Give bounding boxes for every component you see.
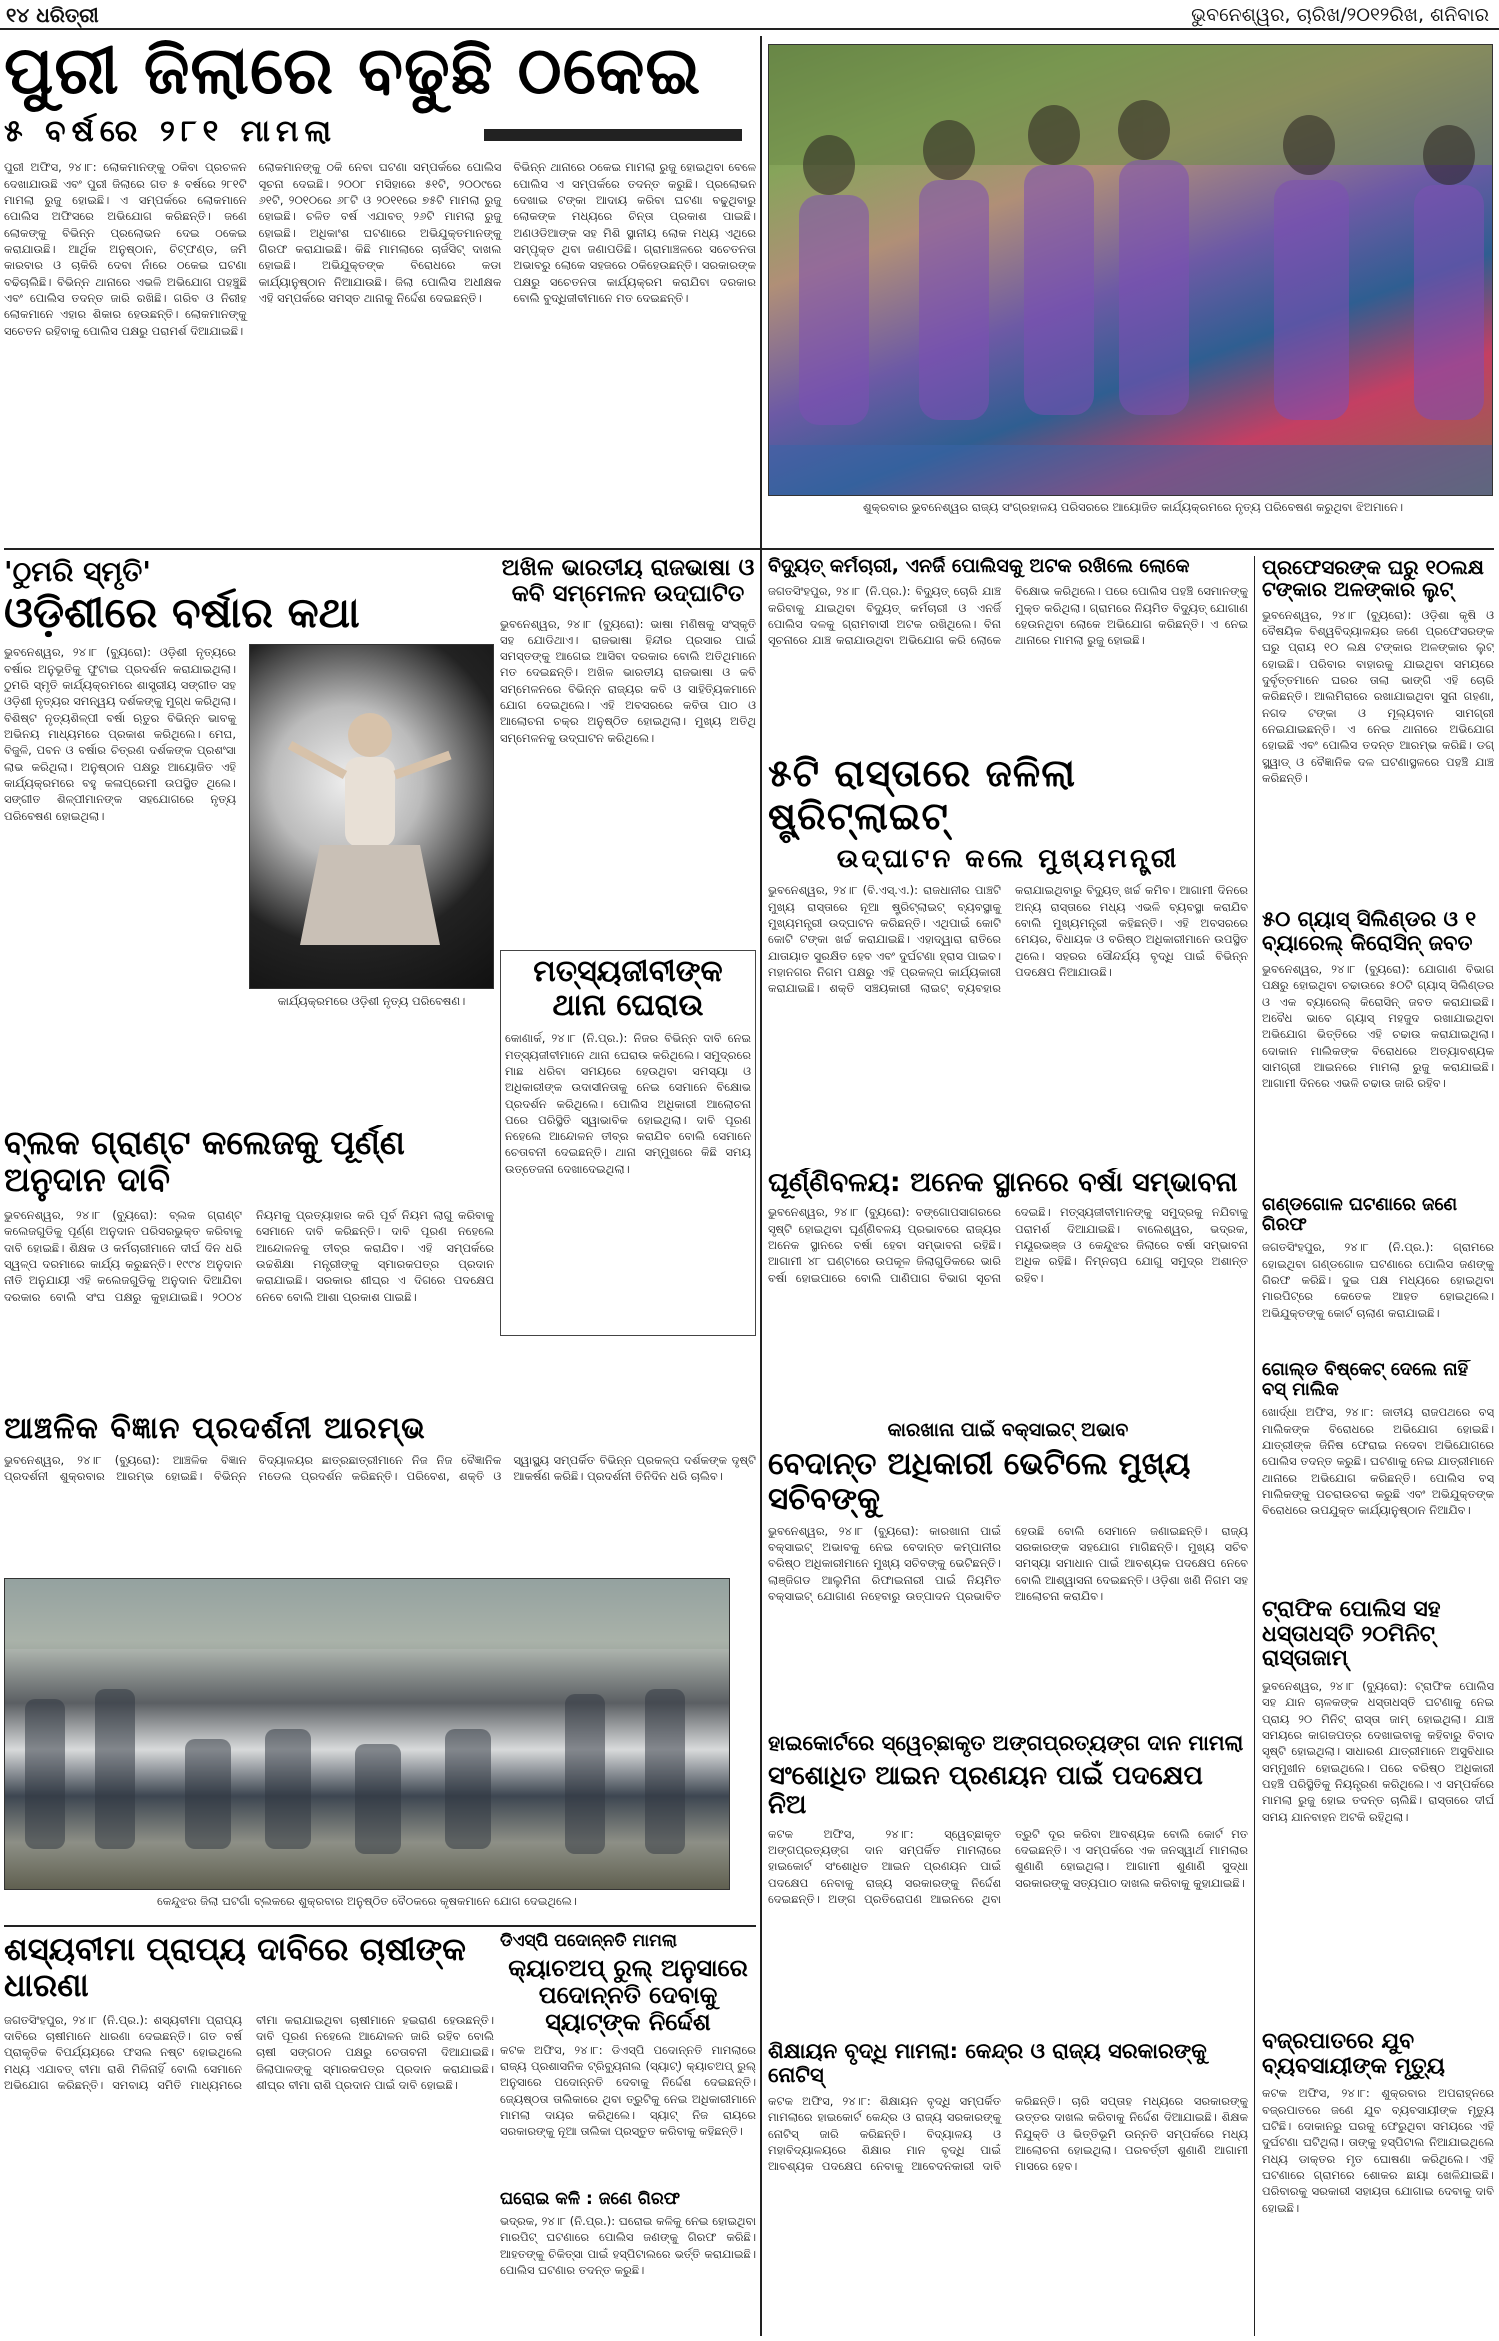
fishermen-body: କୋଣାର୍କ, ୨୪।୮ (ନି.ପ୍ର.): ନିଜର ବିଭିନ୍ନ ଦାବି ନେଇ ମତ୍ସ୍ୟଜୀବୀମାନେ ଥାନା ଘେରାଉ କରିଥିଲେ। ସମୁଦ୍ରରେ ମାଛ ଧରିବା ସମୟରେ ହେଉଥିବା ସମସ୍ୟା ଓ ଅଧିକାରୀଙ୍କ ଉଦାସୀନତାକୁ ନେଇ ସେମାନେ ବିକ୍ଷୋଭ ପ୍ରଦର୍ଶନ କରିଥିଲେ। ପୋଲିସ ଅଧିକାରୀ ଆଲୋଚନା ପରେ ପରିସ୍ଥିତି ସ୍ୱାଭାବିକ ହୋଇଥିଲା। ଦାବି ପୂରଣ ନହେଲେ ଆନ୍ଦୋଳନ ତୀବ୍ର କରାଯିବ ବୋଲି ସେମାନେ ଚେତାବନୀ ଦେଇଛନ୍ତି। ଥାନା ସମ୍ମୁଖରେ କିଛି ସମୟ ଉତ୍ତେଜନା ଦେଖାଦେଇଥିଲା। bbox=[505, 1031, 751, 1176]
middle-photo-caption: କେନ୍ଦୁଝର ଜିଲା ଘଟଗାଁ ବ୍ଲକରେ ଶୁକ୍ରବାର ଅନୁଷ୍ଠିତ ବୈଠକରେ କୃଷକମାନେ ଯୋଗ ଦେଇଥିଲେ। bbox=[157, 1894, 577, 1908]
professor-body: ଭୁବନେଶ୍ୱର, ୨୪।୮ (ବ୍ୟୁରୋ): ଓଡ଼ିଶା କୃଷି ଓ ବୈଷୟିକ ବିଶ୍ୱବିଦ୍ୟାଳୟର ଜଣେ ପ୍ରଫେସରଙ୍କ ଘରୁ ପ୍ରାୟ ୧୦ ଲକ୍ଷ ଟଙ୍କାର ଅଳଙ୍କାର ଲୁଟ୍ ହୋଇଛି। ପରିବାର ବାହାରକୁ ଯାଇଥିବା ସମୟରେ ଦୁର୍ବୃତ୍ତମାନେ ଘରର ତାଲା ଭାଙ୍ଗି ଏହି ଚୋରି କରିଛନ୍ତି। ଆଲମିରାରେ ରଖାଯାଇଥିବା ସୁନା ଗହଣା, ନଗଦ ଟଙ୍କା ଓ ମୂଲ୍ୟବାନ ସାମଗ୍ରୀ ନେଇଯାଇଛନ୍ତି। ଏ ନେଇ ଥାନାରେ ଅଭିଯୋଗ ହୋଇଛି ଏବଂ ପୋଲିସ ତଦନ୍ତ ଆରମ୍ଭ କରିଛି। ଡଗ୍ ସ୍କ୍ୱାଡ୍ ଓ ବୈଜ୍ଞାନିକ ଦଳ ଘଟଣାସ୍ଥଳରେ ପହଞ୍ଚି ଯାଞ୍ଚ କରିଛନ୍ତି। bbox=[1262, 607, 1494, 786]
arrest-story bbox=[500, 2190, 756, 2338]
factory-kicker: କାରଖାନା ପାଇଁ ବକ୍ସାଇଟ୍ ଅଭାବ bbox=[887, 1420, 1129, 1441]
vedanta-body: ଭୁବନେଶ୍ୱର, ୨୪।୮ (ବ୍ୟୁରୋ): କାରଖାନା ପାଇଁ ବକ୍ସାଇଟ୍ ଅଭାବକୁ ନେଇ ବେଦାନ୍ତ କମ୍ପାନୀର ବରିଷ୍ଠ ଅଧିକାରୀମାନେ ମୁଖ୍ୟ ସଚିବଙ୍କୁ ଭେଟିଛନ୍ତି। ଲାଞ୍ଜିଗଡ ଆଲୁମିନା ରିଫାଇନାରୀ ପାଇଁ ନିୟମିତ ବକ୍ସାଇଟ୍ ଯୋଗାଣ ନହେବାରୁ ଉତ୍ପାଦନ ପ୍ରଭାବିତ ହେଉଛି ବୋଲି ସେମାନେ ଜଣାଇଛନ୍ତି। ରାଜ୍ୟ ସରକାରଙ୍କ ସହଯୋଗ ମାଗିଛନ୍ତି। ମୁଖ୍ୟ ସଚିବ ସମସ୍ୟା ସମାଧାନ ପାଇଁ ଆବଶ୍ୟକ ପଦକ୍ଷେପ ନେବେ ବୋଲି ଆଶ୍ୱାସନା ଦେଇଛନ୍ତି। ଓଡ଼ିଶା ଖଣି ନିଗମ ସହ ଆଲୋଚନା କରାଯିବ। bbox=[768, 1523, 1248, 1604]
thumri-photo-caption: କାର୍ଯ୍ୟକ୍ରମରେ ଓଡ଼ିଶୀ ନୃତ୍ୟ ପରିବେଷଣ। bbox=[277, 994, 466, 1009]
electric-body: ଜଗତସିଂହପୁର, ୨୪।୮ (ନି.ପ୍ର.): ବିଦ୍ୟୁତ୍ ଚୋରି ଯାଞ୍ଚ କରିବାକୁ ଯାଇଥିବା ବିଦ୍ୟୁତ୍ କର୍ମଚାରୀ ଓ ଏନର୍ଜି ପୋଲିସ ଦଳକୁ ଗ୍ରାମବାସୀ ଅଟକ ରଖିଥିଲେ। ବିନା ସୂଚନାରେ ଯାଞ୍ଚ କରାଯାଉଥିବା ଅଭିଯୋଗ କରି ଲୋକେ ବିକ୍ଷୋଭ କରିଥିଲେ। ପରେ ପୋଲିସ ପହଞ୍ଚି ସେମାନଙ୍କୁ ମୁକ୍ତ କରିଥିଲା। ଗ୍ରାମରେ ନିୟମିତ ବିଦ୍ୟୁତ୍ ଯୋଗାଣ ହେଉନଥିବା ଲୋକେ ଅଭିଯୋଗ କରିଛନ୍ତି। ଏ ନେଇ ଥାନାରେ ମାମଲା ରୁଜୁ ହୋଇଛି। bbox=[768, 584, 1248, 648]
teacher-body: କଟକ ଅଫିସ, ୨୪।୮: ଶିକ୍ଷାୟନ ବୃଦ୍ଧି ସମ୍ପର୍କିତ ମାମଲାରେ ହାଇକୋର୍ଟ କେନ୍ଦ୍ର ଓ ରାଜ୍ୟ ସରକାରଙ୍କୁ ନୋଟିସ୍ ଜାରି କରିଛନ୍ତି। ବିଦ୍ୟାଳୟ ଓ ମହାବିଦ୍ୟାଳୟରେ ଶିକ୍ଷାର ମାନ ବୃଦ୍ଧି ପାଇଁ ଆବଶ୍ୟକ ପଦକ୍ଷେପ ନେବାକୁ ଆବେଦନକାରୀ ଦାବି କରିଛନ୍ତି। ଚାରି ସପ୍ତାହ ମଧ୍ୟରେ ସରକାରଙ୍କୁ ଉତ୍ତର ଦାଖଲ କରିବାକୁ ନିର୍ଦ୍ଦେଶ ଦିଆଯାଇଛି। ଶିକ୍ଷକ ନିଯୁକ୍ତି ଓ ଭିତ୍ତିଭୂମି ଉନ୍ନତି ସମ୍ପର୍କରେ ମଧ୍ୟ ଆଲୋଚନା ହୋଇଥିଲା। ପରବର୍ତ୍ତୀ ଶୁଣାଣି ଆଗାମୀ ମାସରେ ହେବ। bbox=[768, 2094, 1248, 2174]
gas-story bbox=[1262, 908, 1494, 1188]
rain-body: ଭୁବନେଶ୍ୱର, ୨୪।୮ (ବ୍ୟୁରୋ): ବଙ୍ଗୋପସାଗରରେ ସୃଷ୍ଟି ହୋଇଥିବା ଘୂର୍ଣ୍ଣିବଳୟ ପ୍ରଭାବରେ ରାଜ୍ୟର ଅନେକ ସ୍ଥାନରେ ବର୍ଷା ହେବା ସମ୍ଭାବନା ରହିଛି। ଆଗାମୀ ୪୮ ଘଣ୍ଟାରେ ଉପକୂଳ ଜିଲାଗୁଡିକରେ ଭାରି ବର୍ଷା ହୋଇପାରେ ବୋଲି ପାଣିପାଗ ବିଭାଗ ସୂଚନା ଦେଇଛି। ମତ୍ସ୍ୟଜୀବୀମାନଙ୍କୁ ସମୁଦ୍ରକୁ ନଯିବାକୁ ପରାମର୍ଶ ଦିଆଯାଇଛି। ବାଲେଶ୍ୱର, ଭଦ୍ରକ, ମୟୂରଭଞ୍ଜ ଓ କେନ୍ଦୁଝର ଜିଲାରେ ବର୍ଷା ସମ୍ଭାବନା ଅଧିକ ରହିଛି। ନିମ୍ନଚାପ ଯୋଗୁ ସମୁଦ୍ର ଅଶାନ୍ତ ରହିବ। bbox=[768, 1205, 1248, 1285]
akhila-story bbox=[500, 556, 756, 946]
dancers-figures bbox=[769, 45, 1493, 496]
block-grant-headline: ବ୍ଲକ ଗ୍ରାଣ୍ଟ କଲେଜକୁ ପୂର୍ଣ୍ଣ ଅନୁଦାନ ଦାବି bbox=[4, 1125, 405, 1199]
thumri-body: ଭୁବନେଶ୍ୱର, ୨୪।୮ (ବ୍ୟୁରୋ): ଓଡ଼ିଶୀ ନୃତ୍ୟରେ ବର୍ଷାର ଅନୁଭୂତିକୁ ଫୁଟାଇ ପ୍ରଦର୍ଶନ କରାଯାଇଥିଲା। ଠୁମରି ସ୍ମୃତି କାର୍ଯ୍ୟକ୍ରମରେ ଶାସ୍ତ୍ରୀୟ ସଙ୍ଗୀତ ସହ ଓଡ଼ିଶୀ ନୃତ୍ୟର ସମନ୍ୱୟ ଦର୍ଶକଙ୍କୁ ମୁଗ୍ଧ କରିଥିଲା। ବିଶିଷ୍ଟ ନୃତ୍ୟଶିଳ୍ପୀ ବର୍ଷା ଋତୁର ବିଭିନ୍ନ ଭାବକୁ ଅଭିନୟ ମାଧ୍ୟମରେ ପ୍ରକାଶ କରିଥିଲେ। ମେଘ, ବିଜୁଳି, ପବନ ଓ ବର୍ଷାର ଚିତ୍ରଣ ଦର୍ଶକଙ୍କ ପ୍ରଶଂସା ଲାଭ କରିଥିଲା। ଅନୁଷ୍ଠାନ ପକ୍ଷରୁ ଆୟୋଜିତ ଏହି କାର୍ଯ୍ୟକ୍ରମରେ ବହୁ କଳାପ୍ରେମୀ ଉପସ୍ଥିତ ଥିଲେ। ସଙ୍ଗୀତ ଶିଳ୍ପୀମାନଙ୍କ ସହଯୋଗରେ ନୃତ୍ୟ ପରିବେଷଣ ହୋଇଥିଲା। bbox=[4, 645, 236, 823]
traffic-headline: ଟ୍ରାଫିକ ପୋଲିସ ସହ ଧସ୍ତାଧସ୍ତି ୨୦ମିନିଟ୍ ରାସ୍ତାଜାମ୍ bbox=[1262, 1598, 1441, 1672]
dateline: ଭୁବନେଶ୍ୱର, ଚାରିଖ/୨୦୧୨ରିଖ, ଶନିବାର bbox=[1191, 4, 1489, 26]
science-body: ଭୁବନେଶ୍ୱର, ୨୪।୮ (ବ୍ୟୁରୋ): ଆଞ୍ଚଳିକ ବିଜ୍ଞାନ ପ୍ରଦର୍ଶନୀ ଶୁକ୍ରବାର ଆରମ୍ଭ ହୋଇଛି। ବିଭିନ୍ନ ବିଦ୍ୟାଳୟର ଛାତ୍ରଛାତ୍ରୀମାନେ ନିଜ ନିଜ ବୈଜ୍ଞାନିକ ମଡେଲ ପ୍ରଦର୍ଶନ କରିଛନ୍ତି। ପରିବେଶ, ଶକ୍ତି ଓ ସ୍ୱାସ୍ଥ୍ୟ ସମ୍ପର୍କିତ ବିଭିନ୍ନ ପ୍ରକଳ୍ପ ଦର୍ଶକଙ୍କ ଦୃଷ୍ଟି ଆକର୍ଷଣ କରିଛି। ପ୍ରଦର୍ଶନୀ ତିନିଦିନ ଧରି ଚାଲିବ। bbox=[4, 1452, 756, 1483]
thumri-story bbox=[4, 556, 494, 1116]
professor-headline: ପ୍ରଫେସରଙ୍କ ଘରୁ ୧୦ଲକ୍ଷ ଟଙ୍କାର ଅଳଙ୍କାର ଲୁଟ୍ bbox=[1262, 556, 1484, 602]
gandagol-headline: ଗଣ୍ଡଗୋଳ ଘଟଣାରେ ଜଣେ ଗିରଫ bbox=[1262, 1195, 1458, 1236]
section-rule-bottom bbox=[4, 1925, 756, 1927]
high-court-headline: ସଂଶୋଧିତ ଆଇନ ପ୍ରଣୟନ ପାଇଁ ପଦକ୍ଷେପ ନିଅ bbox=[768, 1760, 1203, 1820]
lightning-body: କଟକ ଅଫିସ, ୨୪।୮: ଶୁକ୍ରବାର ଅପରାହ୍ନରେ ବଜ୍ରପାତରେ ଜଣେ ଯୁବ ବ୍ୟବସାୟୀଙ୍କ ମୃତ୍ୟୁ ଘଟିଛି। ଦୋକାନରୁ ଘରକୁ ଫେରୁଥିବା ସମୟରେ ଏହି ଦୁର୍ଘଟଣା ଘଟିଥିଲା। ତାଙ୍କୁ ହସ୍ପିଟାଲ ନିଆଯାଇଥିଲେ ମଧ୍ୟ ଡାକ୍ତର ମୃତ ଘୋଷଣା କରିଥିଲେ। ଏହି ଘଟଣାରେ ଗ୍ରାମରେ ଶୋକର ଛାୟା ଖେଳିଯାଇଛି। ପରିବାରକୁ ସରକାରୀ ସହାୟତା ଯୋଗାଇ ଦେବାକୁ ଦାବି ହୋଇଛି। bbox=[1262, 2086, 1494, 2215]
gandagol-body: ଜଗତସିଂହପୁର, ୨୪।୮ (ନି.ପ୍ର.): ଗ୍ରାମରେ ହୋଇଥିବା ଗଣ୍ଡଗୋଳ ଘଟଣାରେ ପୋଲିସ ଜଣଙ୍କୁ ଗିରଫ କରିଛି। ଦୁଇ ପକ୍ଷ ମଧ୍ୟରେ ହୋଇଥିବା ମାରପିଟ୍‌ରେ କେତେକ ଆହତ ହୋଇଥିଲେ। ଅଭିଯୁକ୍ତଙ୍କୁ କୋର୍ଟ ଚାଲାଣ କରାଯାଇଛି। bbox=[1262, 1240, 1494, 1320]
bus-headline: ଗୋଲ୍ଡ ବିଷ୍କେଟ୍ ଦେଲେ ନାହିଁ ବସ୍ ମାଲିକ bbox=[1262, 1360, 1469, 1401]
dancer-figure bbox=[250, 645, 494, 989]
lightning-story bbox=[1262, 2030, 1494, 2336]
section-rule-top bbox=[4, 548, 1494, 550]
gas-body: ଭୁବନେଶ୍ୱର, ୨୪।୮ (ବ୍ୟୁରୋ): ଯୋଗାଣ ବିଭାଗ ପକ୍ଷରୁ ହୋଇଥିବା ଚଢାଉରେ ୫୦ଟି ଗ୍ୟାସ୍ ସିଲିଣ୍ଡର ଓ ଏକ ବ୍ୟାରେଲ୍ କିରୋସିନ୍ ଜବତ କରାଯାଇଛି। ଅବୈଧ ଭାବେ ଗ୍ୟାସ୍ ମହଜୁଦ ରଖାଯାଇଥିବା ଅଭିଯୋଗ ଭିତ୍ତିରେ ଏହି ଚଢାଉ କରାଯାଇଥିଲା। ଦୋକାନ ମାଲିକଙ୍କ ବିରୋଧରେ ଅତ୍ୟାବଶ୍ୟକ ସାମଗ୍ରୀ ଆଇନରେ ମାମଲା ରୁଜୁ କରାଯାଇଛି। ଆଗାମୀ ଦିନରେ ଏଭଳି ଚଢାଉ ଜାରି ରହିବ। bbox=[1262, 962, 1494, 1091]
streetlight-subhead: ଉଦ୍‌ଘାଟନ କଲେ ମୁଖ୍ୟମନ୍ତ୍ରୀ bbox=[836, 844, 1180, 875]
traffic-story bbox=[1262, 1598, 1494, 2023]
crop-insurance-headline: ଶସ୍ୟବୀମା ପ୍ରାପ୍ୟ ଦାବିରେ ଚାଷୀଙ୍କ ଧାରଣା bbox=[4, 1932, 466, 2004]
fishermen-story bbox=[500, 950, 756, 1336]
lightning-headline: ବଜ୍ରପାତରେ ଯୁବ ବ୍ୟବସାୟୀଙ୍କ ମୃତ୍ୟୁ bbox=[1262, 2030, 1445, 2079]
lead-headline: ପୁରୀ ଜିଲାରେ ବଢୁଛି ଠକେଇ bbox=[4, 36, 702, 109]
streetlight-body: ଭୁବନେଶ୍ୱର, ୨୪।୮ (ବି.ଏସ୍.ଏ.): ରାଜଧାନୀର ପାଞ୍ଚଟି ମୁଖ୍ୟ ରାସ୍ତାରେ ନୂଆ ଷ୍ଟ୍ରିଟ୍‌ଲାଇଟ୍ ବ୍ୟବସ୍ଥାକୁ ମୁଖ୍ୟମନ୍ତ୍ରୀ ଉଦ୍‌ଘାଟନ କରିଛନ୍ତି। ଏଥିପାଇଁ କୋଟି କୋଟି ଟଙ୍କା ଖର୍ଚ୍ଚ କରାଯାଇଛି। ଏହାଦ୍ୱାରା ରାତିରେ ଯାତାୟାତ ସୁରକ୍ଷିତ ହେବ ଏବଂ ଦୁର୍ଘଟଣା ହ୍ରାସ ପାଇବ। ମହାନଗର ନିଗମ ପକ୍ଷରୁ ଏହି ପ୍ରକଳ୍ପ କାର୍ଯ୍ୟକାରୀ କରାଯାଇଛି। ଶକ୍ତି ସଞ୍ଚୟକାରୀ ଲାଇଟ୍ ବ୍ୟବହାର କରାଯାଇଥିବାରୁ ବିଦ୍ୟୁତ୍ ଖର୍ଚ୍ଚ କମିବ। ଆଗାମୀ ଦିନରେ ଅନ୍ୟ ରାସ୍ତାରେ ମଧ୍ୟ ଏଭଳି ବ୍ୟବସ୍ଥା କରାଯିବ ବୋଲି ମୁଖ୍ୟମନ୍ତ୍ରୀ କହିଛନ୍ତି। ଏହି ଅବସରରେ ମେୟର, ବିଧାୟକ ଓ ବରିଷ୍ଠ ଅଧିକାରୀମାନେ ଉପସ୍ଥିତ ଥିଲେ। ସହରର ସୌନ୍ଦର୍ଯ୍ୟ ବୃଦ୍ଧି ପାଇଁ ବିଭିନ୍ନ ପଦକ୍ଷେପ ନିଆଯାଉଛି। bbox=[768, 883, 1248, 996]
crop-insurance-body: ଜଗତସିଂହପୁର, ୨୪।୮ (ନି.ପ୍ର.): ଶସ୍ୟବୀମା ପ୍ରାପ୍ୟ ଦାବିରେ ଚାଷୀମାନେ ଧାରଣା ଦେଇଛନ୍ତି। ଗତ ବର୍ଷ ପ୍ରାକୃତିକ ବିପର୍ଯ୍ୟୟରେ ଫସଲ ନଷ୍ଟ ହୋଇଥିଲେ ମଧ୍ୟ ଏଯାବତ୍ ବୀମା ରାଶି ମିଳିନାହିଁ ବୋଲି ସେମାନେ ଅଭିଯୋଗ କରିଛନ୍ତି। ସମବାୟ ସମିତି ମାଧ୍ୟମରେ ବୀମା କରାଯାଇଥିବା ଚାଷୀମାନେ ହଇରାଣ ହେଉଛନ୍ତି। ଦାବି ପୂରଣ ନହେଲେ ଆନ୍ଦୋଳନ ଜାରି ରହିବ ବୋଲି ଚାଷୀ ସଙ୍ଗଠନ ପକ୍ଷରୁ ଚେତାବନୀ ଦିଆଯାଇଛି। ଜିଲାପାଳଙ୍କୁ ସ୍ମାରକପତ୍ର ପ୍ରଦାନ କରାଯାଇଛି। ଶୀଘ୍ର ବୀମା ରାଶି ପ୍ରଦାନ ପାଇଁ ଦାବି ହୋଇଛି। bbox=[4, 2012, 494, 2092]
high-court-kicker: ହାଇକୋର୍ଟରେ ସ୍ୱେଚ୍ଛାକୃତ ଅଙ୍ଗପ୍ରତ୍ୟଙ୍ଗ ଦାନ ମାମଲା bbox=[768, 1732, 1244, 1755]
block-grant-story bbox=[4, 1125, 494, 1405]
traffic-body: ଭୁବନେଶ୍ୱର, ୨୪।୮ (ବ୍ୟୁରୋ): ଟ୍ରାଫିକ ପୋଲିସ ସହ ଯାନ ଚାଳକଙ୍କ ଧସ୍ତାଧସ୍ତି ଘଟଣାକୁ ନେଇ ପ୍ରାୟ ୨୦ ମିନିଟ୍ ରାସ୍ତା ଜାମ୍ ହୋଇଥିଲା। ଯାଞ୍ଚ ସମୟରେ କାଗଜପତ୍ର ଦେଖାଇବାକୁ କହିବାରୁ ବିବାଦ ସୃଷ୍ଟି ହୋଇଥିଲା। ସାଧାରଣ ଯାତ୍ରୀମାନେ ଅସୁବିଧାର ସମ୍ମୁଖୀନ ହୋଇଥିଲେ। ପରେ ବରିଷ୍ଠ ଅଧିକାରୀ ପହଞ୍ଚି ପରିସ୍ଥିତିକୁ ନିୟନ୍ତ୍ରଣ କରିଥିଲେ। ଏ ସମ୍ପର୍କରେ ମାମଲା ରୁଜୁ ହୋଇ ତଦନ୍ତ ଚାଲିଛି। ରାସ୍ତାରେ ଦୀର୍ଘ ସମୟ ଯାନବାହନ ଅଟକି ରହିଥିଲା। bbox=[1262, 1678, 1494, 1824]
farmers-meeting-photo bbox=[4, 1578, 730, 1890]
arrest-body: ଭଦ୍ରକ, ୨୪।୮ (ନି.ପ୍ର.): ଘରୋଇ କଳିକୁ ନେଇ ହୋଇଥିବା ମାରପିଟ୍ ଘଟଣାରେ ପୋଲିସ ଜଣଙ୍କୁ ଗିରଫ କରିଛି। ଆହତଙ୍କୁ ଚିକିତ୍ସା ପାଇଁ ହସ୍ପିଟାଲରେ ଭର୍ତ୍ତି କରାଯାଇଛି। ପୋଲିସ ଘଟଣାର ତଦନ୍ତ କରୁଛି। bbox=[500, 2214, 756, 2278]
streetlight-story bbox=[768, 752, 1248, 1162]
science-headline: ଆଞ୍ଚଳିକ ବିଜ୍ଞାନ ପ୍ରଦର୍ଶନୀ ଆରମ୍ଭ bbox=[4, 1412, 426, 1446]
rain-story bbox=[768, 1168, 1248, 1410]
odissi-dancer-photo bbox=[249, 644, 494, 989]
lead-col-1: ପୁରୀ ଅଫିସ, ୨୪।୮: ଲୋକମାନଙ୍କୁ ଠକିବା ପ୍ରଚଳନ ଦେଖାଯାଉଛି ଏବଂ ପୁରୀ ଜିଲାରେ ଗତ ୫ ବର୍ଷରେ ୨୮୧ଟି ମାମଲା ରୁଜୁ ହୋଇଛି। ଏ ସମ୍ପର୍କରେ ଲୋକମାନେ ପୋଲିସ ଅଫିସରେ ଅଭିଯୋଗ କରିଛନ୍ତି। ଜଣେ ଲୋକଙ୍କୁ ବିଭିନ୍ନ ପ୍ରଲୋଭନ ଦେଇ ଠକେଇ କରାଯାଉଛି। ଆର୍ଥିକ ଅନୁଷ୍ଠାନ, ଚିଟ୍‌ଫଣ୍ଡ, ଜମି କାରବାର ଓ ଚାକିରି ଦେବା ନାଁରେ ଠକେଇ ଘଟଣା ବଢିଚାଲିଛି। ବିଭିନ୍ନ ଥାନାରେ ଏଭଳି ଅଭିଯୋଗ ପହଞ୍ଚୁଛି ଏବଂ ପୋଲିସ ତଦନ୍ତ ଜାରି ରଖିଛି। ଗରିବ ଓ ନିରୀହ ଲୋକମାନେ ଏହାର ଶିକାର ହେଉଛନ୍ତି। ଲୋକମାନଙ୍କୁ ସଚେତନ ରହିବାକୁ ପୋଲିସ ପକ୍ଷରୁ ପରାମର୍ଶ ଦିଆଯାଇଛି। bbox=[4, 160, 247, 338]
dsp-body: କଟକ ଅଫିସ, ୨୪।୮: ଡିଏସ୍‌ପି ପଦୋନ୍ନତି ମାମଲାରେ ରାଜ୍ୟ ପ୍ରଶାସନିକ ଟ୍ରିବ୍ୟୁନାଲ (ସ୍ୟାଟ୍) କ୍ୟାଚଅପ୍ ରୁଲ୍ ଅନୁସାରେ ପଦୋନ୍ନତି ଦେବାକୁ ନିର୍ଦ୍ଦେଶ ଦେଇଛନ୍ତି। ଜ୍ୟେଷ୍ଠତା ତାଲିକାରେ ଥିବା ତ୍ରୁଟିକୁ ନେଇ ଅଧିକାରୀମାନେ ମାମଲା ଦାୟର କରିଥିଲେ। ସ୍ୟାଟ୍ ନିଜ ରାୟରେ ସରକାରଙ୍କୁ ନୂଆ ତାଲିକା ପ୍ରସ୍ତୁତ କରିବାକୁ କହିଛନ୍ତି। bbox=[500, 2042, 756, 2139]
thumri-kicker: 'ଠୁମରି ସ୍ମୃତି' bbox=[4, 556, 151, 588]
lead-col-2: ଲୋକମାନଙ୍କୁ ଠକି ନେବା ଘଟଣା ସମ୍ପର୍କରେ ପୋଲିସ ସୂଚନା ଦେଇଛି। ୨୦୦୮ ମସିହାରେ ୫୧ଟି, ୨୦୦୯ରେ ୬୧ଟି, ୨୦୧୦ରେ ୬୮ଟି ଓ ୨୦୧୧ରେ ୭୫ଟି ମାମଲା ରୁଜୁ ହୋଇଛି। ଚଳିତ ବର୍ଷ ଏଯାବତ୍ ୨୬ଟି ମାମଲା ରୁଜୁ ହୋଇଛି। ଅଧିକାଂଶ ଘଟଣାରେ ଅଭିଯୁକ୍ତମାନଙ୍କୁ ଗିରଫ କରାଯାଇଛି। କିଛି ମାମଲାରେ ଚାର୍ଜସିଟ୍ ଦାଖଲ ହୋଇଛି। ଅଭିଯୁକ୍ତଙ୍କ ବିରୋଧରେ କଡା କାର୍ଯ୍ୟାନୁଷ୍ଠାନ ନିଆଯାଉଛି। ଜିଲା ପୋଲିସ ଅଧୀକ୍ଷକ ଏହି ସମ୍ପର୍କରେ ସମସ୍ତ ଥାନାକୁ ନିର୍ଦ୍ଦେଶ ଦେଇଛନ୍ତି। bbox=[258, 160, 502, 305]
bus-body: ଖୋର୍ଦ୍ଧା ଅଫିସ, ୨୪।୮: ଜାତୀୟ ରାଜପଥରେ ବସ୍ ମାଲିକଙ୍କ ବିରୋଧରେ ଅଭିଯୋଗ ହୋଇଛି। ଯାତ୍ରୀଙ୍କ ଜିନିଷ ଫେରାଇ ନଦେବା ଅଭିଯୋଗରେ ପୋଲିସ ତଦନ୍ତ କରୁଛି। ଘଟଣାକୁ ନେଇ ଯାତ୍ରୀମାନେ ଥାନାରେ ଅଭିଯୋଗ କରିଛନ୍ତି। ପୋଲିସ ବସ୍ ମାଲିକଙ୍କୁ ପଚରାଉଚରା କରୁଛି ଏବଂ ଅଭିଯୁକ୍ତଙ୍କ ବିରୋଧରେ ଉପଯୁକ୍ତ କାର୍ଯ୍ୟାନୁଷ୍ଠାନ ନିଆଯିବ। bbox=[1262, 1405, 1494, 1518]
column-rule bbox=[760, 36, 762, 2336]
dance-photo bbox=[768, 44, 1493, 496]
teacher-story bbox=[768, 2040, 1248, 2338]
teacher-headline: ଶିକ୍ଷାୟନ ବୃଦ୍ଧି ମାମଲା: କେନ୍ଦ୍ର ଓ ରାଜ୍ୟ ସରକାରଙ୍କୁ ନୋଟିସ୍ bbox=[768, 2040, 1207, 2087]
science-story bbox=[4, 1412, 756, 1562]
fishermen-headline: ମତ୍ସ୍ୟଜୀବୀଙ୍କ ଥାନା ଘେରାଉ bbox=[533, 954, 723, 1023]
dsp-headline: କ୍ୟାଚଅପ୍ ରୁଲ୍ ଅନୁସାରେ ପଦୋନ୍ନତି ଦେବାକୁ ସ୍ୟାଟ୍‌ଙ୍କ ନିର୍ଦ୍ଦେଶ bbox=[508, 1954, 748, 2036]
page-folio bbox=[0, 0, 1499, 30]
akhila-headline: ଅଖିଳ ଭାରତୀୟ ରାଜଭାଷା ଓ କବି ସମ୍ମେଳନ ଉଦ୍‌ଘାଟିତ bbox=[501, 556, 755, 607]
page-label: ୧୪ ଧରିତ୍ରୀ bbox=[6, 3, 99, 27]
lead-col-3: ବିଭିନ୍ନ ଥାନାରେ ଠକେଇ ମାମଲା ରୁଜୁ ହୋଇଥିବା ବେଳେ ପୋଲିସ ଏ ସମ୍ପର୍କରେ ତଦନ୍ତ କରୁଛି। ପ୍ରଲୋଭନ ଦେଖାଇ ଟଙ୍କା ଆଦାୟ କରିବା ଘଟଣା ବଢୁଥିବାରୁ ଲୋକଙ୍କ ମଧ୍ୟରେ ଚିନ୍ତା ପ୍ରକାଶ ପାଇଛି। ଅଣଓଡିଆଙ୍କ ସହ ମିଶି ସ୍ଥାନୀୟ ଲୋକ ମଧ୍ୟ ଏଥିରେ ସମ୍ପୃକ୍ତ ଥିବା ଜଣାପଡିଛି। ଗ୍ରାମାଞ୍ଚଳରେ ସଚେତନତା ଅଭାବରୁ ଲୋକେ ସହଜରେ ଠକିହେଉଛନ୍ତି। ସରକାରଙ୍କ ପକ୍ଷରୁ ସଚେତନତା କାର୍ଯ୍ୟକ୍ରମ କରାଯିବା ଦରକାର ବୋଲି ବୁଦ୍ଧିଜୀବୀମାନେ ମତ ଦେଇଛନ୍ତି। bbox=[513, 160, 756, 305]
lead-story bbox=[4, 36, 756, 546]
high-court-body: କଟକ ଅଫିସ, ୨୪।୮: ସ୍ୱେଚ୍ଛାକୃତ ଅଙ୍ଗପ୍ରତ୍ୟଙ୍ଗ ଦାନ ସମ୍ପର୍କିତ ମାମଲାରେ ହାଇକୋର୍ଟ ସଂଶୋଧିତ ଆଇନ ପ୍ରଣୟନ ପାଇଁ ପଦକ୍ଷେପ ନେବାକୁ ରାଜ୍ୟ ସରକାରଙ୍କୁ ନିର୍ଦ୍ଦେଶ ଦେଇଛନ୍ତି। ଅଙ୍ଗ ପ୍ରତିରୋପଣ ଆଇନରେ ଥିବା ତ୍ରୁଟି ଦୂର କରିବା ଆବଶ୍ୟକ ବୋଲି କୋର୍ଟ ମତ ଦେଇଛନ୍ତି। ଏ ସମ୍ପର୍କରେ ଏକ ଜନସ୍ୱାର୍ଥ ମାମଲାର ଶୁଣାଣି ହୋଇଥିଲା। ଆଗାମୀ ଶୁଣାଣି ସୁଦ୍ଧା ସରକାରଙ୍କୁ ସତ୍ୟପାଠ ଦାଖଲ କରିବାକୁ କୁହାଯାଇଛି। bbox=[768, 1826, 1248, 1907]
vedanta-story bbox=[768, 1420, 1248, 1725]
streetlight-headline: ୫ଟି ରାସ୍ତାରେ ଜଳିଲା ଷ୍ଟ୍ରିଟ୍‌ଲାଇଟ୍ bbox=[768, 752, 1076, 838]
bus-story bbox=[1262, 1360, 1494, 1590]
high-court-story bbox=[768, 1732, 1248, 2032]
subhead-rule bbox=[484, 129, 742, 141]
professor-story bbox=[1262, 556, 1494, 901]
akhila-body: ଭୁବନେଶ୍ୱର, ୨୪।୮ (ବ୍ୟୁରୋ): ଭାଷା ମଣିଷକୁ ସଂସ୍କୃତି ସହ ଯୋଡିଥାଏ। ରାଜଭାଷା ହିନ୍ଦୀର ପ୍ରସାର ପାଇଁ ସମସ୍ତଙ୍କୁ ଆଗେଇ ଆସିବା ଦରକାର ବୋଲି ଅତିଥିମାନେ ମତ ଦେଇଛନ୍ତି। ଅଖିଳ ଭାରତୀୟ ରାଜଭାଷା ଓ କବି ସମ୍ମେଳନରେ ବିଭିନ୍ନ ରାଜ୍ୟର କବି ଓ ସାହିତ୍ୟିକମାନେ ଯୋଗ ଦେଇଥିଲେ। ଏହି ଅବସରରେ କବିତା ପାଠ ଓ ଆଲୋଚନା ଚକ୍ର ଅନୁଷ୍ଠିତ ହୋଇଥିଲା। ମୁଖ୍ୟ ଅତିଥି ସମ୍ମେଳନକୁ ଉଦ୍‌ଘାଟନ କରିଥିଲେ। bbox=[500, 616, 756, 745]
lead-subhead: ୫ ବର୍ଷରେ ୨୮୧ ମାମଲା bbox=[4, 114, 338, 150]
block-grant-body: ଭୁବନେଶ୍ୱର, ୨୪।୮ (ବ୍ୟୁରୋ): ବ୍ଲକ ଗ୍ରାଣ୍ଟ କଲେଜଗୁଡିକୁ ପୂର୍ଣ୍ଣ ଅନୁଦାନ ପରିସରଭୁକ୍ତ କରିବାକୁ ଦାବି ହୋଇଛି। ଶିକ୍ଷକ ଓ କର୍ମଚାରୀମାନେ ଦୀର୍ଘ ଦିନ ଧରି ସ୍ୱଳ୍ପ ଦରମାରେ କାର୍ଯ୍ୟ କରୁଛନ୍ତି। ୧୯୯୪ ଅନୁଦାନ ନୀତି ଅନୁଯାୟୀ ଏହି କଲେଜଗୁଡିକୁ ଅନୁଦାନ ଦିଆଯିବା ଦରକାର ବୋଲି ସଂଘ ପକ୍ଷରୁ କୁହାଯାଇଛି। ୨୦୦୪ ନିୟମକୁ ପ୍ରତ୍ୟାହାର କରି ପୂର୍ବ ନିୟମ ଲାଗୁ କରିବାକୁ ସେମାନେ ଦାବି କରିଛନ୍ତି। ଦାବି ପୂରଣ ନହେଲେ ଆନ୍ଦୋଳନକୁ ତୀବ୍ର କରାଯିବ। ଏହି ସମ୍ପର୍କରେ ଉଚ୍ଚଶିକ୍ଷା ମନ୍ତ୍ରୀଙ୍କୁ ସ୍ମାରକପତ୍ର ପ୍ରଦାନ କରାଯାଇଛି। ସରକାର ଶୀଘ୍ର ଏ ଦିଗରେ ପଦକ୍ଷେପ ନେବେ ବୋଲି ଆଶା ପ୍ରକାଶ ପାଇଛି। bbox=[4, 1207, 494, 1304]
electric-story bbox=[768, 556, 1248, 744]
rain-headline: ଘୂର୍ଣ୍ଣିବଳୟ: ଅନେକ ସ୍ଥାନରେ ବର୍ଷା ସମ୍ଭାବନା bbox=[768, 1168, 1238, 1198]
gas-headline: ୫୦ ଗ୍ୟାସ୍ ସିଲିଣ୍ଡର ଓ ୧ ବ୍ୟାରେଲ୍ କିରୋସିନ୍ ଜବତ bbox=[1262, 908, 1477, 955]
thumri-headline: ଓଡ଼ିଶୀରେ ବର୍ଷାର କଥା bbox=[4, 588, 360, 638]
arrest-headline: ଘରୋଇ କଳି : ଜଣେ ଗିରଫ bbox=[500, 2190, 681, 2209]
dsp-kicker: ଡିଏସ୍‌ପି ପଦୋନ୍ନତି ମାମଲା bbox=[500, 1932, 677, 1951]
crowd-figures bbox=[5, 1579, 730, 1890]
electric-headline: ବିଦ୍ୟୁତ୍ କର୍ମଚାରୀ, ଏନର୍ଜି ପୋଲିସକୁ ଅଟକ ରଖିଲେ ଲୋକେ bbox=[768, 556, 1190, 577]
crop-insurance-story bbox=[4, 1932, 494, 2337]
top-photo-caption: ଶୁକ୍ରବାର ଭୁବନେଶ୍ୱର ରାଜ୍ୟ ସଂଗ୍ରହାଳୟ ପରିସରରେ ଆୟୋଜିତ କାର୍ଯ୍ୟକ୍ରମରେ ନୃତ୍ୟ ପରିବେଷଣ କରୁଥିବା ଝିଅମାନେ। bbox=[862, 500, 1404, 514]
dsp-story bbox=[500, 1932, 756, 2182]
right-column-rule bbox=[1254, 556, 1255, 2336]
gandagol-story bbox=[1262, 1195, 1494, 1355]
vedanta-headline: ବେଦାନ୍ତ ଅଧିକାରୀ ଭେଟିଲେ ମୁଖ୍ୟ ସଚିବଙ୍କୁ bbox=[768, 1446, 1191, 1517]
